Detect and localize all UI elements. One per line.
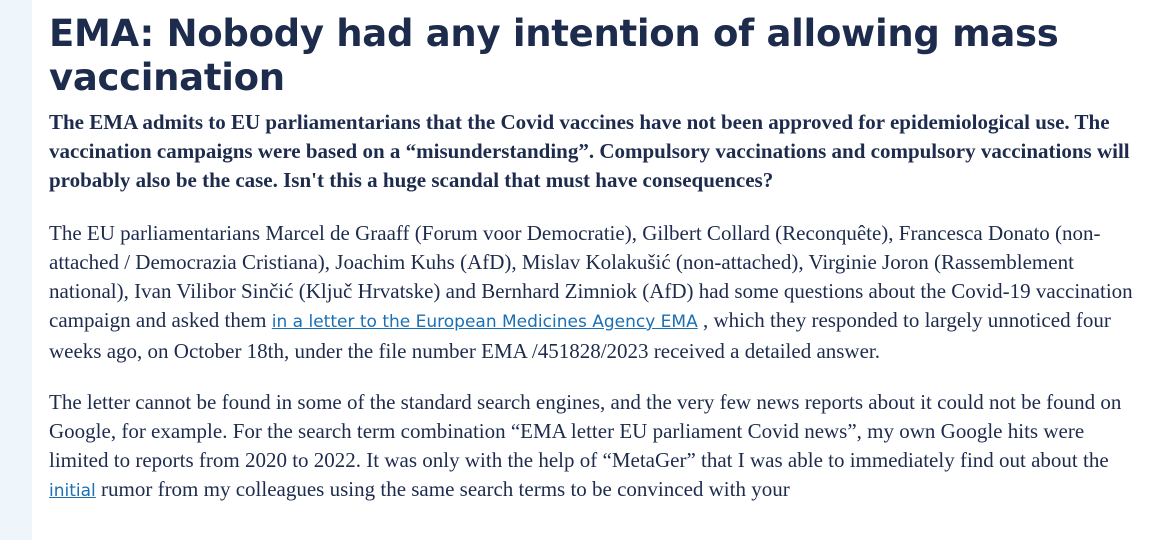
- paragraph-2-text-after-link: rumor from my colleagues using the same search terms to be convinced with your: [95, 477, 790, 501]
- paragraph-1-text-after-link: , which they responded to largely unnoticed four weeks ago, on October 18th, under the file number EMA /451828/2023 received a detailed answer.: [49, 308, 1111, 363]
- ema-letter-link[interactable]: in a letter to the European Medicines Agency EMA: [271, 312, 698, 332]
- paragraph-2-text-before-link: The letter cannot be found in some of the standard search engines, and the very few news reports about it could not be found on Google, for example. For the search term combination “EMA letter EU parliament Covid news”, my own Google hits were limited to reports from 2020 to 2022. It was only with the help of “MetaGer” that I was able to immediately find out about the: [49, 390, 1122, 472]
- initial-rumor-link[interactable]: initial: [49, 481, 96, 501]
- left-side-strip: [0, 0, 32, 540]
- article-paragraph-2: [49, 388, 1139, 506]
- article-lead: The EMA admits to EU parliamentarians that the Covid vaccines have not been approved for epidemiological use. The vaccination campaigns were based on a “misunderstanding”. Compulsory vaccinations and compulsory vaccinations will probably also be the case. Isn't this a huge scandal that must have consequences?: [49, 110, 1130, 192]
- paragraph-1-text-before-link: The EU parliamentarians Marcel de Graaff (Forum voor Democratie), Gilbert Collard (Reconquête), Francesca Donato (non-attached / Democrazia Cristiana), Joachim Kuhs (AfD), Mislav Kolakušić (non-attached), Virginie Joron (Rassemblement national), Ivan Vilibor Sinčić (Ključ Hrvatske) and Bernhard Zimniok (AfD) had some questions about the Covid-19 vaccination campaign and asked them: [49, 221, 1133, 332]
- article-paragraph-1: [49, 219, 1139, 366]
- article: [49, 12, 1139, 506]
- article-title: EMA: Nobody had any intention of allowing mass vaccination: [49, 12, 1059, 99]
